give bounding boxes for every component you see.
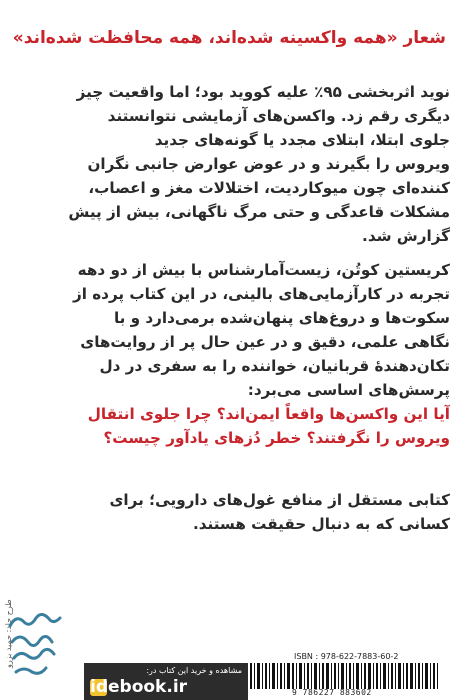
text-line: تجربه در کارآزمایی‌های بالینی، در این کتاب پرده از [72, 285, 450, 303]
text-line: تکان‌دهندهٔ قربانیان، خواننده را به سفری در دل [99, 357, 450, 375]
store-caption: مشاهده و خرید این کتاب در: [146, 666, 242, 675]
paragraph-intro [20, 80, 450, 248]
text-line: کریستین کوتُن، زیست‌آمارشناس با بیش از دو دهه [77, 261, 450, 279]
text-line: پرسش‌های اساسی می‌برد: [247, 381, 450, 399]
text-line: کننده‌ای چون میوکاردیت، اختلالات مغز و اعصاب، [88, 179, 450, 197]
text-line: نگاهی علمی، دقیق و در عین حال پر از روایت‌های [80, 333, 450, 351]
barcode-number: 9 786227 883602 [292, 688, 372, 697]
headline: شعار «همه واکسینه شده‌اند، همه محافظت شده‌اند» [12, 28, 446, 48]
cover-design-credit: طرح جلد: حمید بزرو [4, 599, 13, 668]
text-line: گزارش شد. [362, 227, 450, 245]
text-line: جلوی ابتلا، ابتلای مجدد یا گونه‌های جدید [154, 131, 450, 149]
store-brand[interactable]: idebook.ir [90, 677, 188, 697]
text-line: کسانی که به دنبال حقیقت هستند. [192, 515, 450, 533]
text-line: نوید اثربخشی ۹۵٪ علیه کووید بود؛ اما واقعیت چیز [76, 83, 450, 101]
question-line: ویروس را نگرفتند؟ خطر دُزهای یادآور چیست؟ [103, 429, 450, 447]
text-line: مشکلات قاعدگی و حتی مرگ ناگهانی، بیش از پیش [68, 203, 450, 221]
text-line: ویروس را بگیرند و در عوض عوارض جانبی نگران [87, 155, 450, 173]
text-line: دیگری رقم زد. واکسن‌های آزمایشی نتوانستند [107, 107, 450, 125]
text-line: سکوت‌ها و دروغ‌های پنهان‌شده برمی‌دارد و با [113, 309, 450, 327]
text-line: کتابی مستقل از منافع غول‌های دارویی؛ برای [109, 491, 450, 509]
paragraph-closing [20, 488, 450, 536]
paragraph-author [20, 258, 450, 450]
isbn-label: ISBN : 978-622-7883-60-2 [294, 652, 399, 661]
store-banner[interactable] [84, 663, 248, 700]
question-line: آیا این واکسن‌ها واقعاً ایمن‌اند؟ چرا جلوی انتقال [87, 405, 450, 423]
publisher-logo-icon [2, 604, 70, 682]
